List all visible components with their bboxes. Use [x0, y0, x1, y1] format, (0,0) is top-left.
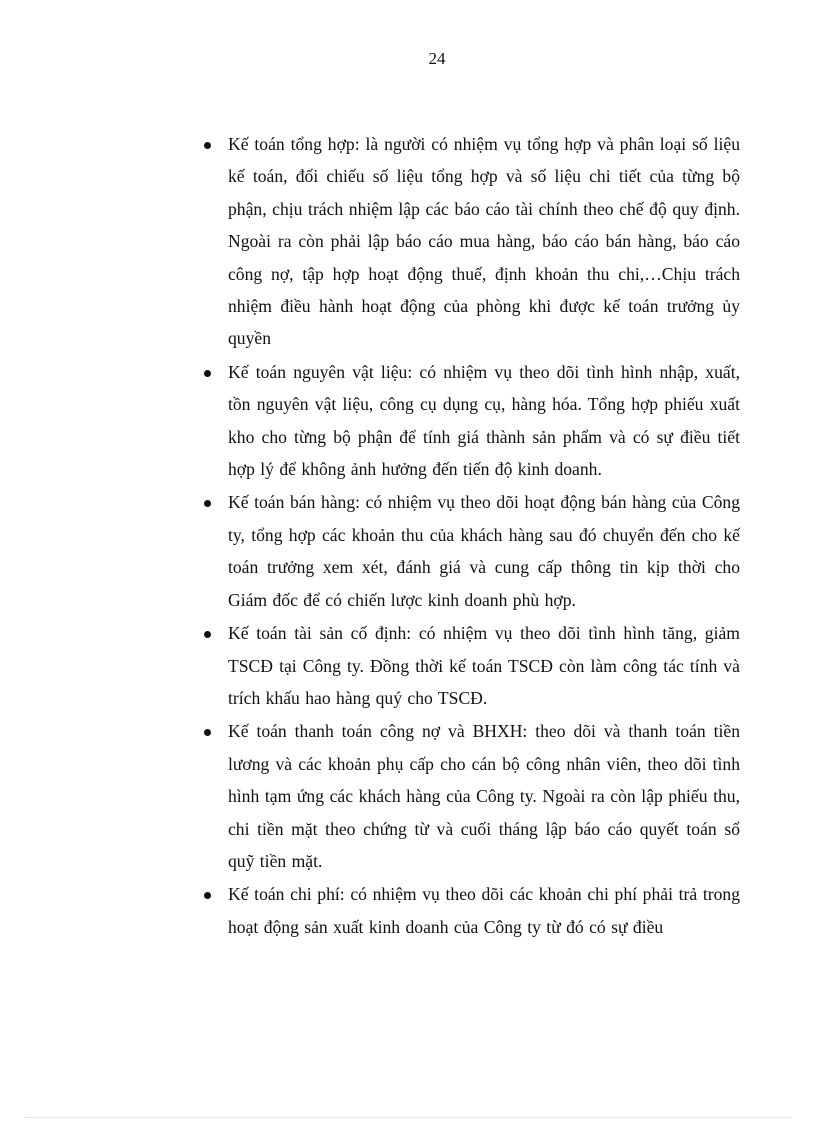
list-item-text: Kế toán nguyên vật liệu: có nhiệm vụ theo dõi tình hình nhập, xuất, tồn nguyên vật liệu, công cụ dụng cụ, hàng hóa. Tổng hợp phiếu xuất kho cho từng bộ phận để tính giá thành sản phẩm và có sự điều tiết hợp lý để không ảnh hưởng đến tiến độ kinh doanh. — [228, 361, 740, 480]
list-item-text: Kế toán tài sản cố định: có nhiệm vụ theo dõi tình hình tăng, giảm TSCĐ tại Công ty. Đồng thời kế toán TSCĐ còn làm công tác tính và trích khấu hao hàng quý cho TSCĐ. — [228, 623, 740, 708]
bullet-icon — [204, 142, 211, 149]
list-item-text: Kế toán tổng hợp: là người có nhiệm vụ tổng hợp và phân loại số liệu kế toán, đối chiếu số liệu tổng hợp và số liệu chi tiết của từng bộ phận, chịu trách nhiệm lập các báo cáo tài chính theo chế độ quy định. Ngoài ra còn phải lập báo cáo mua hàng, báo cáo bán hàng, báo cáo công nợ, tập hợp hoạt động thuế, định khoản thu chi,…Chịu trách nhiệm điều hành hoạt động của phòng khi được kế toán trưởng ủy quyền — [228, 134, 740, 349]
document-body — [200, 128, 740, 944]
page-number: 24 — [428, 49, 446, 68]
bullet-icon — [204, 892, 211, 899]
bullet-icon — [204, 370, 211, 377]
bullet-icon — [204, 631, 211, 638]
list-item — [200, 356, 740, 486]
list-item — [200, 878, 740, 943]
bullet-icon — [204, 500, 211, 507]
list-item-text: Kế toán bán hàng: có nhiệm vụ theo dõi hoạt động bán hàng của Công ty, tổng hợp các khoản thu của khách hàng sau đó chuyển đến cho kế toán trưởng xem xét, đánh giá và cung cấp thông tin kịp thời cho Giám đốc để có chiến lược kinh doanh phù hợp. — [228, 492, 740, 610]
page-bottom-divider — [24, 1117, 792, 1118]
bullet-icon — [204, 729, 211, 736]
list-item — [200, 128, 740, 355]
list-item-text: Kế toán thanh toán công nợ và BHXH: theo dõi và thanh toán tiền lương và các khoản phụ cấp cho cán bộ công nhân viên, theo dõi tình hình tạm ứng các khách hàng của Công ty. Ngoài ra còn lập phiếu thu, chi tiền mặt theo chứng từ và cuối tháng lập báo cáo quyết toán sổ quỹ tiền mặt. — [228, 721, 740, 871]
list-item — [200, 486, 740, 616]
list-item-text: Kế toán chi phí: có nhiệm vụ theo dõi các khoản chi phí phải trả trong hoạt động sản xuất kinh doanh của Công ty từ đó có sự điều — [228, 884, 740, 937]
list-item — [200, 715, 740, 877]
list-item — [200, 617, 740, 714]
